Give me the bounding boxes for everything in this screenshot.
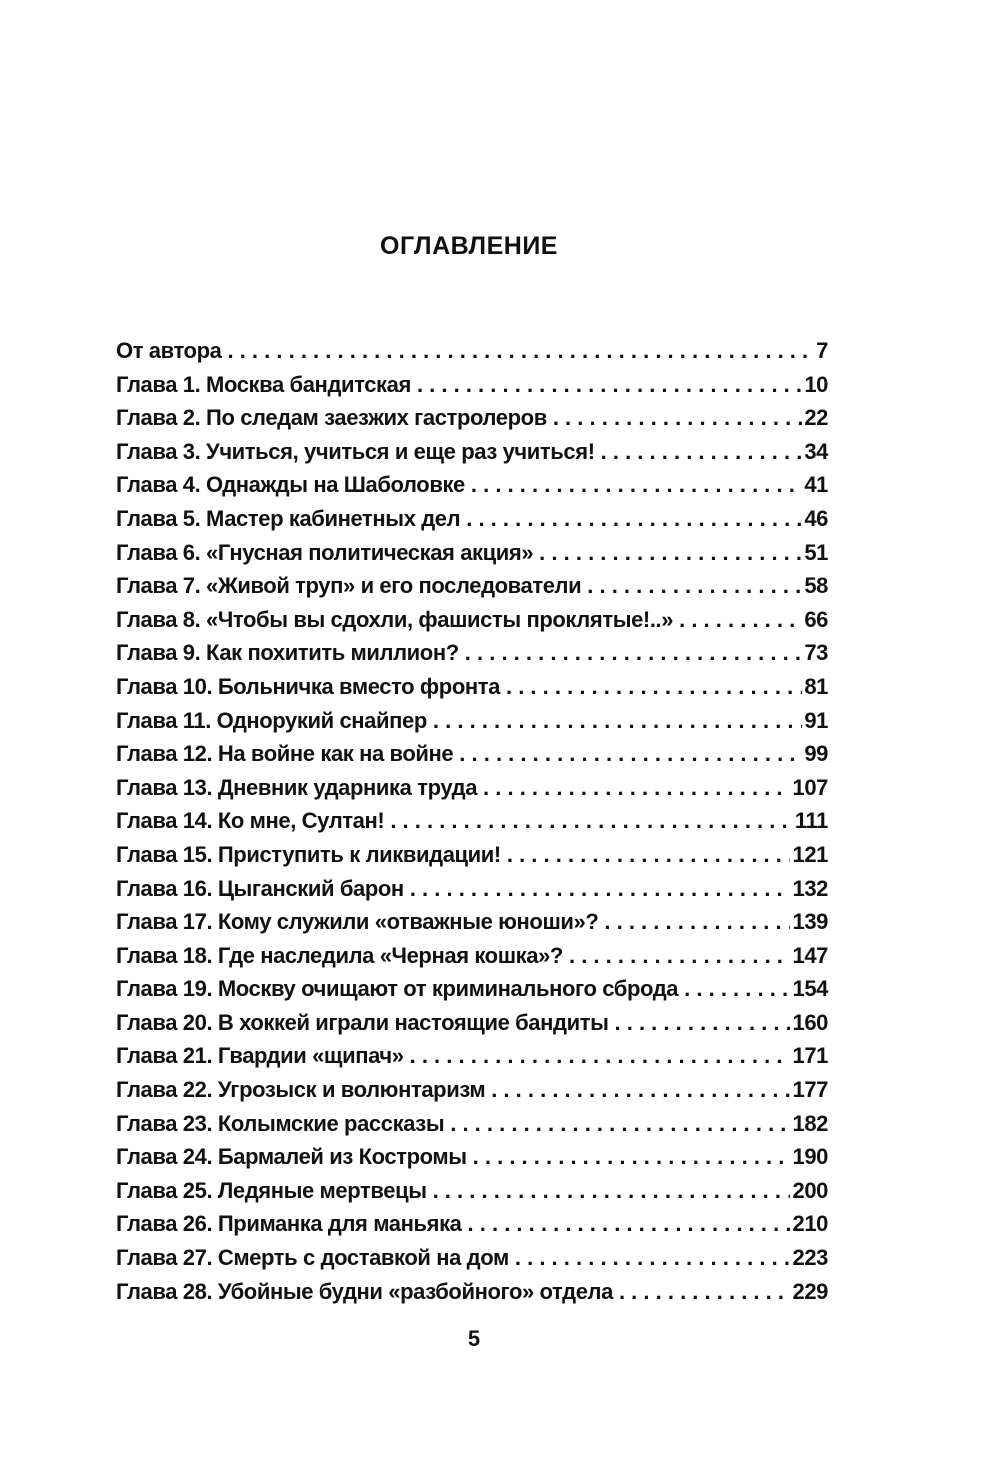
toc-entry-title: Глава 1. Москва бандитская [116,371,411,397]
dot-leader [604,909,790,935]
toc-entry-page: 171 [792,1043,828,1069]
toc-entry-title: Глава 22. Угрозыск и волюнтаризм [116,1077,486,1103]
toc-entry [116,338,828,372]
toc-entry-page: 147 [792,942,828,968]
toc-entry [116,1211,828,1245]
toc-entry [116,439,828,473]
toc-entry-page: 58 [804,573,828,599]
dot-leader [433,708,802,734]
dot-leader [433,1178,791,1204]
dot-leader [468,1211,791,1237]
toc-entry-page: 51 [804,539,828,565]
toc-entry-page: 73 [804,640,828,666]
dot-leader [601,439,803,465]
toc-entry-title: Глава 19. Москву очищают от криминального сброда [116,976,679,1002]
toc-entry-title: Глава 26. Приманка для маньяка [116,1211,462,1237]
toc-entry [116,708,828,742]
toc-entry-page: 111 [794,808,828,834]
toc-entry [116,1279,828,1313]
toc-entry [116,1043,828,1077]
toc-entry-title: Глава 2. По следам заезжих гастролеров [116,405,547,431]
dot-leader [587,573,802,599]
toc-entry [116,674,828,708]
toc-entry [116,472,828,506]
toc-entry-page: 182 [792,1110,828,1136]
toc-entry-title: Глава 23. Колымские рассказы [116,1110,445,1136]
dot-leader [619,1279,791,1305]
dot-leader [539,540,802,566]
toc-entry-title: Глава 9. Как похитить миллион? [116,640,459,666]
dot-leader [410,876,791,902]
toc-entry [116,573,828,607]
toc-entry-page: 10 [804,371,828,397]
toc-entry-page: 22 [804,405,828,431]
dot-leader [227,338,814,364]
toc-entry [116,640,828,674]
toc-entry-page: 132 [792,875,828,901]
dot-leader [465,640,803,666]
toc-entry [116,741,828,775]
toc-entry-page: 200 [792,1177,828,1203]
toc-entry-page: 34 [804,438,828,464]
toc-entry-title: Глава 10. Больничка вместо фронта [116,673,500,699]
dot-leader [679,607,802,633]
dot-leader [553,405,803,431]
dot-leader [410,1043,791,1069]
toc-entry-page: 223 [792,1245,828,1271]
toc-entry-title: Глава 17. Кому служили «отважные юноши»? [116,909,599,935]
toc-entry-page: 121 [792,841,828,867]
toc-entry-title: Глава 27. Смерть с доставкой на дом [116,1245,509,1271]
dot-leader [483,775,790,801]
dot-leader [506,674,802,700]
toc-entry-title: Глава 5. Мастер кабинетных дел [116,505,461,531]
toc-entry [116,1144,828,1178]
toc-entry-page: 210 [792,1211,828,1237]
toc-entry [116,607,828,641]
toc-entry-title: Глава 15. Приступить к ликвидации! [116,841,501,867]
toc-entry-title: Глава 13. Дневник ударника труда [116,774,478,800]
toc-entry-title: Глава 3. Учиться, учиться и еще раз учиться! [116,438,595,464]
toc-entry [116,943,828,977]
toc-entry-title: Глава 11. Однорукий снайпер [116,707,427,733]
toc-entry-page: 139 [792,909,828,935]
dot-leader [459,741,802,767]
toc-entry [116,1245,828,1279]
toc-entry [116,1178,828,1212]
toc-entry-page: 154 [792,976,828,1002]
toc-entry [116,976,828,1010]
toc-entry-page: 91 [804,707,828,733]
toc-entry [116,1077,828,1111]
dot-leader [507,842,791,868]
toc-entry-page: 81 [804,673,828,699]
page-number: 5 [467,1326,481,1351]
dot-leader [569,943,791,969]
dot-leader [473,1144,791,1170]
page-title: ОГЛАВЛЕНИЕ [380,232,558,260]
toc-entry-page: 66 [804,606,828,632]
toc-entry-page: 46 [804,505,828,531]
toc-entry [116,540,828,574]
dot-leader [471,472,802,498]
dot-leader [684,976,790,1002]
toc-entry [116,405,828,439]
toc-entry [116,372,828,406]
dot-leader [390,808,793,834]
toc-entry [116,1111,828,1145]
toc-entry-title: Глава 12. На войне как на войне [116,741,454,767]
toc-entry-page: 107 [792,774,828,800]
dot-leader [450,1111,790,1137]
toc-entry [116,842,828,876]
toc-entry-title: Глава 16. Цыганский барон [116,875,404,901]
toc-entry-title: Глава 25. Ледяные мертвецы [116,1177,427,1203]
toc-entry-page: 7 [816,338,828,363]
toc-entry-title: Глава 28. Убойные будни «разбойного» отдела [116,1278,613,1304]
toc-entry-page: 99 [804,741,828,767]
toc-entry-title: От автора [116,338,222,363]
toc-entry-title: Глава 20. В хоккей играли настоящие бандиты [116,1009,609,1035]
table-of-contents [116,338,828,1312]
toc-entry [116,506,828,540]
toc-entry-title: Глава 21. Гвардии «щипач» [116,1043,404,1069]
toc-entry-page: 160 [792,1009,828,1035]
toc-entry-page: 177 [792,1077,828,1103]
toc-entry [116,775,828,809]
toc-entry [116,1010,828,1044]
dot-leader [466,506,802,532]
toc-entry [116,808,828,842]
toc-entry-title: Глава 6. «Гнусная политическая акция» [116,539,534,565]
dot-leader [491,1077,790,1103]
toc-entry-title: Глава 8. «Чтобы вы сдохли, фашисты проклятые!..» [116,606,674,632]
toc-entry-page: 229 [792,1278,828,1304]
toc-entry-title: Глава 7. «Живой труп» и его последователи [116,573,582,599]
dot-leader [515,1245,791,1271]
toc-entry-title: Глава 18. Где наследила «Черная кошка»? [116,942,563,968]
toc-entry-page: 41 [804,472,828,498]
toc-entry-title: Глава 24. Бармалей из Костромы [116,1144,467,1170]
toc-entry-title: Глава 4. Однажды на Шаболовке [116,472,465,498]
toc-entry-title: Глава 14. Ко мне, Султан! [116,808,385,834]
toc-entry [116,909,828,943]
toc-entry [116,876,828,910]
dot-leader [417,372,802,398]
dot-leader [615,1010,791,1036]
toc-entry-page: 190 [792,1144,828,1170]
